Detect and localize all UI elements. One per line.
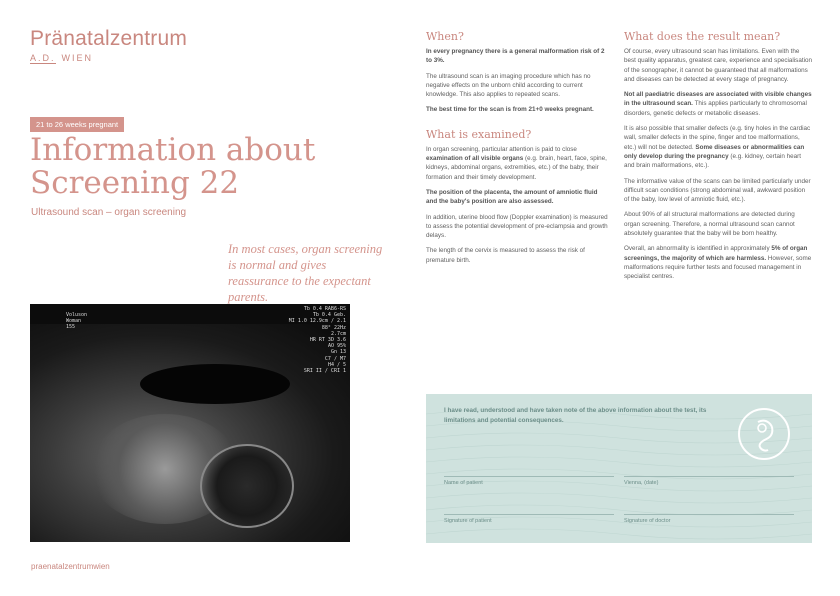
result-p5: About 90% of all structural malformations are detected during organ screening. Therefore, a normal ultrasound scan cannot absolutely guarantee that the baby will be born healthy. bbox=[624, 211, 795, 238]
page-title bbox=[30, 134, 315, 200]
us-info-line: H4 / 5 bbox=[327, 361, 346, 368]
us-info-line: SRI II / CRI 1 bbox=[303, 368, 346, 375]
patient-signature-line[interactable] bbox=[444, 514, 614, 515]
name-label: Name of patient bbox=[444, 480, 483, 486]
vienna-date-label: Vienna, (date) bbox=[624, 480, 659, 486]
us-info-line: Tb 0.4 Geb. bbox=[312, 312, 346, 319]
pregnancy-week-badge: 21 to 26 weeks pregnant bbox=[30, 117, 124, 132]
us-info-line: HR RT 3D 3.6 bbox=[309, 337, 346, 344]
examined-p2: The position of the placenta, the amount of amniotic fluid and the baby's position are also assessed. bbox=[426, 188, 598, 206]
doctor-signature-label: Signature of doctor bbox=[624, 518, 671, 524]
pull-quote: In most cases, organ screening is normal and gives reassurance to the expectant parents. bbox=[228, 242, 383, 304]
us-info-line: MI 1.0 12.9cm / 2.1 bbox=[288, 318, 346, 325]
column-result bbox=[624, 30, 812, 288]
logo bbox=[30, 28, 187, 64]
logo-ad: A.D. bbox=[30, 53, 56, 63]
us-info-line: Woman bbox=[66, 318, 82, 324]
examined-p4: The length of the cervix is measured to assess the risk of premature birth. bbox=[426, 247, 585, 264]
us-info-line: Voluson bbox=[66, 312, 88, 318]
result-p6: Overall, an abnormality is identified in approximately 5% of organ screenings, the majority of which are harmless. However, some malformations require further tests and focused management in specialist centres. bbox=[624, 245, 812, 281]
fetus-icon bbox=[736, 406, 792, 462]
footer-website: praenatalzentrumwien bbox=[31, 562, 110, 571]
us-info-line: Gn 13 bbox=[330, 349, 346, 356]
logo-name: Pränatalzentrum bbox=[30, 27, 188, 50]
title-line-1: Information about bbox=[30, 132, 316, 168]
us-info-line: 155 bbox=[66, 324, 76, 330]
result-p2: Not all paediatric diseases are associated with visible changes in the ultrasound scan. This applies particularly to chromosomal disorders, genetic defects or metabolic diseases. bbox=[624, 91, 812, 117]
doctor-signature-line[interactable] bbox=[624, 514, 794, 515]
ultrasound-fetus-head bbox=[200, 444, 294, 528]
column-when-examined bbox=[426, 30, 609, 271]
us-info-line: AO 95% bbox=[327, 343, 346, 350]
ultrasound-image bbox=[30, 304, 350, 542]
when-p2: The ultrasound scan is an imaging procedure which has no negative effects on the unborn child according to current knowledge. This also applies to repeated scans. bbox=[426, 72, 591, 99]
heading-examined: What is examined? bbox=[426, 127, 532, 141]
patient-signature-label: Signature of patient bbox=[444, 518, 492, 524]
logo-wien: WIEN bbox=[61, 53, 94, 63]
title-line-2: Screening 22 bbox=[30, 165, 240, 201]
when-p3: The best time for the scan is from 21+0 weeks pregnant. bbox=[426, 106, 594, 114]
name-field-line[interactable] bbox=[444, 476, 614, 477]
examined-p3: In addition, uterine blood flow (Doppler examination) is measured to assess the potential development of pre-eclampsia and growth delays. bbox=[426, 213, 608, 240]
examined-p1: In organ screening, particular attention is paid to close examination of all visible organs (e.g. brain, heart, face, spine, kidneys, abdominal organs, extremities, etc.) of the baby, their formation and their timely development. bbox=[426, 145, 607, 181]
ultrasound-info-left bbox=[66, 312, 87, 330]
when-p1: In every pregnancy there is a general malformation risk of 2 to 3%. bbox=[426, 48, 605, 65]
ultrasound-fluid bbox=[140, 364, 290, 404]
heading-when: When? bbox=[426, 30, 464, 43]
ultrasound-info-right bbox=[289, 306, 346, 374]
heading-result: What does the result mean? bbox=[624, 30, 781, 43]
result-p4: The informative value of the scans can be limited particularly under difficult scan conditions (strong abdominal wall, awkward position of the baby, low level of amniotic fluid, etc.). bbox=[624, 177, 811, 204]
us-info-line: Tb 0.4 RAB6-RS bbox=[303, 306, 346, 312]
result-p1: Of course, every ultrasound scan has limitations. Even with the best quality apparatus, greatest care, experience and specialisation of the sonographer, it cannot be guaranteed that all malformations and diseases can be detected at every stage of pregnancy. bbox=[624, 48, 812, 83]
date-field-line[interactable] bbox=[624, 476, 794, 477]
page-subtitle: Ultrasound scan – organ screening bbox=[31, 207, 187, 218]
us-info-line: 88° 22Hz bbox=[321, 324, 346, 331]
consent-statement: I have read, understood and have taken note of the above information about the test, its limitations and potential consequences. bbox=[444, 407, 707, 424]
us-info-line: 2.7cm bbox=[330, 330, 346, 337]
result-p3: It is also possible that smaller defects (e.g. tiny holes in the cardiac wall, smaller defects in the spine, finger and toe malformations, etc.) will not be detected. Some diseases or abnormalities can only develop during the pregnancy (e.g. kidney, certain heart and brain malformations, etc.). bbox=[624, 125, 811, 170]
consent-form bbox=[426, 394, 812, 543]
logo-sub bbox=[30, 53, 187, 64]
us-info-line: C7 / M7 bbox=[324, 355, 346, 362]
